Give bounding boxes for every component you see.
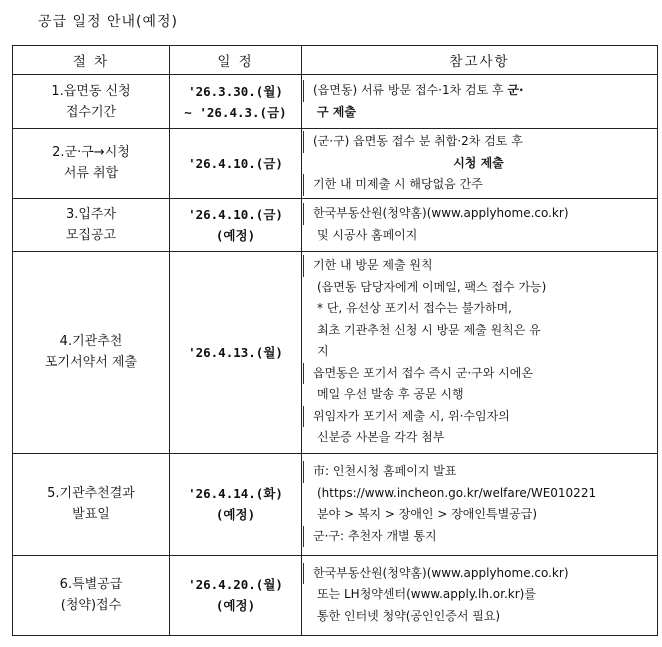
note-line (303, 504, 654, 526)
table-row (13, 75, 658, 129)
note-text: 분야 > 복지 > 장애인 > 장애인특별공급) (317, 507, 538, 521)
note-emphasis: 구 제출 (317, 104, 356, 119)
note-line (303, 606, 654, 628)
note-text: 신분증 사본을 각각 첨부 (317, 430, 445, 445)
note-line (303, 427, 654, 449)
date-cell (170, 251, 302, 453)
stage-text: 접수기간 (65, 104, 117, 120)
date-text: '26.3.30.(월) (188, 83, 283, 99)
stage-text: 3.입주자 (65, 206, 117, 222)
note-text: 군·구: 추천자 개별 통지 (313, 528, 437, 543)
note-text: 위임자가 포기서 제출 시, 위·수임자의 (313, 408, 510, 423)
note-bullet-line (303, 363, 654, 385)
notes-cell (302, 251, 658, 453)
date-text: '26.4.10.(금) (188, 206, 283, 222)
note-bullet-line (303, 131, 654, 153)
note-bullet-line (303, 563, 654, 585)
note-line (303, 384, 654, 406)
note-emphasis: 시청 제출 (453, 155, 504, 170)
note-text: (군·구) 읍면동 접수 분 취합·2차 검토 후 (313, 134, 523, 148)
table-row (13, 198, 658, 251)
note-line (303, 153, 654, 175)
note-bullet-line (303, 203, 654, 225)
note-text: * 단, 유선상 포기서 접수는 불가하며, (317, 301, 512, 316)
note-bullet-line (303, 526, 654, 548)
date-cell (170, 555, 302, 635)
stage-cell (13, 251, 170, 453)
table-body (13, 75, 658, 636)
note-line (303, 483, 654, 505)
note-text: 市: 인천시청 홈페이지 발표 (313, 464, 457, 478)
date-text: (예정) (215, 507, 256, 522)
date-cell (170, 198, 302, 251)
table-row (13, 129, 658, 199)
stage-text: 5.기관추천결과 (47, 486, 135, 501)
date-text: '26.4.10.(금) (188, 155, 283, 171)
date-text: '26.4.13.(월) (188, 344, 283, 360)
note-text: 읍면동은 포기서 접수 즉시 군·구와 시에온 (313, 365, 533, 380)
table-row (13, 453, 658, 555)
date-text: '26.4.14.(화) (188, 486, 283, 501)
note-emphasis: 군· (507, 83, 524, 97)
table-row (13, 555, 658, 635)
stage-text: 서류 취합 (63, 166, 119, 182)
note-text: (https://www.incheon.go.kr/welfare/WE010221 (317, 485, 597, 500)
stage-cell (13, 198, 170, 251)
note-text: 한국부동산원(청약홈)(www.applyhome.co.kr) (313, 206, 569, 220)
date-text: ~ '26.4.3.(금) (184, 104, 287, 120)
schedule-table (12, 45, 658, 636)
date-text: (예정) (215, 598, 256, 613)
stage-text: (청약)접수 (60, 598, 122, 613)
stage-text: 4.기관추천 (59, 334, 123, 349)
header-notes: 참고사항 (302, 46, 658, 75)
stage-text: 6.특별공급 (59, 577, 123, 592)
stage-text: 포기서약서 제출 (44, 355, 138, 370)
document-title: 공급 일정 안내(예정) (38, 14, 179, 30)
stage-cell (13, 75, 170, 129)
stage-text: 1.읍면동 신청 (51, 83, 131, 99)
note-bullet-line (303, 461, 654, 483)
stage-text: 모집공고 (65, 227, 117, 243)
note-bullet-line (303, 255, 654, 277)
note-text: 지 (317, 344, 329, 359)
note-text: 또는 LH청약센터(www.apply.lh.or.kr)를 (317, 587, 536, 602)
note-bullet-line (303, 80, 654, 102)
date-cell (170, 129, 302, 199)
notes-cell (302, 75, 658, 129)
date-text: '26.4.20.(월) (188, 577, 283, 592)
note-line (303, 320, 654, 342)
note-text: 한국부동산원(청약홈)(www.applyhome.co.kr) (313, 565, 569, 580)
note-text: 및 시공사 홈페이지 (317, 227, 418, 242)
note-text: 기한 내 미제출 시 해당없음 간주 (313, 177, 483, 191)
stage-cell (13, 129, 170, 199)
header-stage: 절 차 (13, 46, 170, 75)
note-line (303, 225, 654, 247)
note-text: (읍면동 담당자에게 이메일, 팩스 접수 가능) (317, 279, 547, 294)
date-cell (170, 75, 302, 129)
date-text: (예정) (215, 227, 256, 243)
stage-cell (13, 453, 170, 555)
header-row (13, 46, 658, 75)
stage-cell (13, 555, 170, 635)
notes-cell (302, 129, 658, 199)
note-text: (읍면동) 서류 방문 접수·1차 검토 후 (313, 83, 508, 97)
note-text: 기한 내 방문 제출 원칙 (313, 258, 433, 273)
header-date: 일 정 (170, 46, 302, 75)
note-bullet-line (303, 406, 654, 428)
notes-cell (302, 198, 658, 251)
table-row (13, 251, 658, 453)
stage-text: 발표일 (72, 507, 110, 522)
date-cell (170, 453, 302, 555)
note-bullet-line (303, 174, 654, 196)
notes-cell (302, 453, 658, 555)
note-text: 통한 인터넷 청약(공인인증서 필요) (317, 608, 501, 623)
note-line (303, 341, 654, 363)
note-line (303, 584, 654, 606)
note-text: 메일 우선 발송 후 공문 시행 (317, 387, 464, 402)
notes-cell (302, 555, 658, 635)
note-line (303, 298, 654, 320)
note-line (303, 277, 654, 299)
stage-text: 2.군·구→시청 (52, 145, 130, 161)
note-line (303, 102, 654, 124)
note-text: 최초 기관추천 신청 시 방문 제출 원칙은 유 (317, 322, 541, 337)
